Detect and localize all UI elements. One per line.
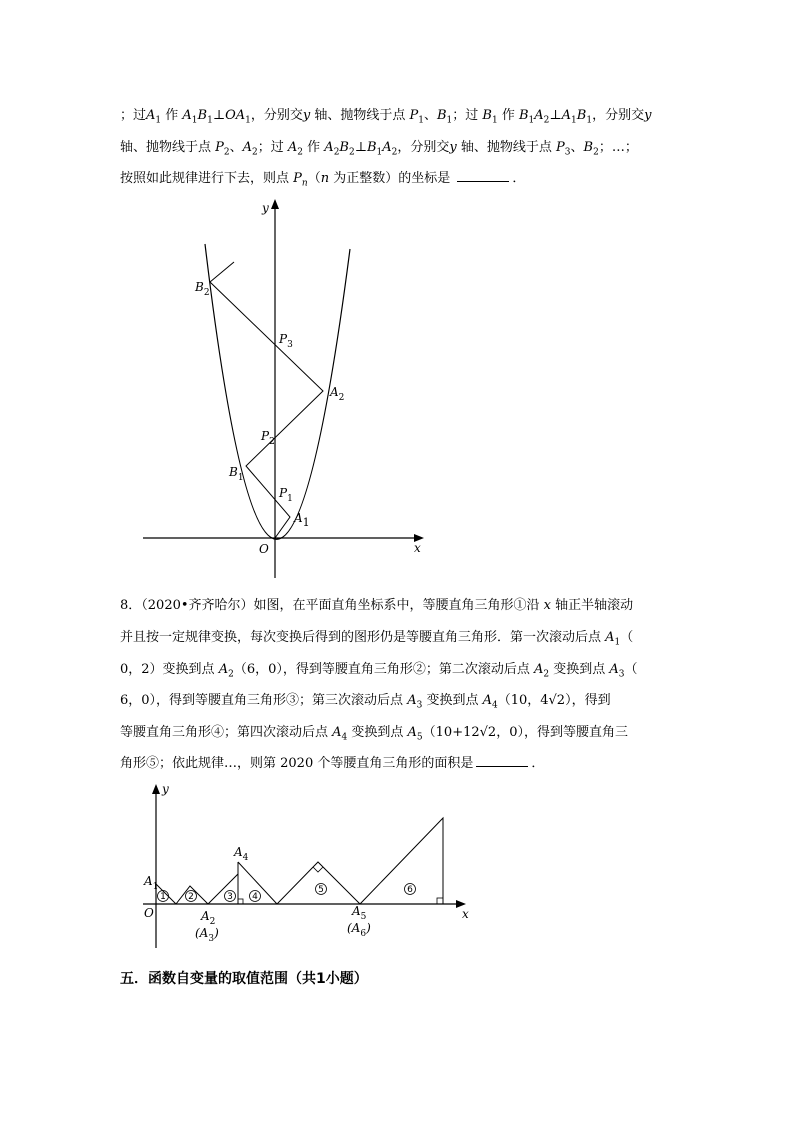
q8-label-A3: $(A_3)$ xyxy=(195,926,219,944)
q7-label-origin: O xyxy=(259,542,269,556)
q7-label-P2: $P_2$ xyxy=(261,429,275,447)
q8-label-A6: $(A_6)$ xyxy=(347,921,371,939)
q7-label-A2: $A_2$ xyxy=(330,385,345,403)
svg-text:1: 1 xyxy=(160,892,166,902)
svg-text:4: 4 xyxy=(252,892,258,902)
q7-text-line-2: 轴、抛物线于点 $P_2$、$A_2$；过 $A_2$ 作 $A_2B_2\perp B_1A_2$，分别交y 轴、抛物线于点 $P_3$、$B_2$；…； xyxy=(120,140,638,158)
svg-text:3: 3 xyxy=(227,892,233,902)
triangle-5 xyxy=(277,862,360,904)
q7-label-P3: $P_3$ xyxy=(279,332,293,350)
q8-text-line-1: 8．（2020•齐齐哈尔）如图，在平面直角坐标系中，等腰直角三角形①沿 x 轴正半轴滚动 xyxy=(120,598,634,613)
q7-label-x: x xyxy=(414,541,421,555)
q8-label-A5: $A_5$ xyxy=(352,904,367,922)
q7-text-line-1: ；过$A_1$ 作 $A_1B_1\perp OA_1$，分别交y 轴、抛物线于点 $P_1$、$B_1$；过 $B_1$ 作 $B_1A_2\perp A_1B_1$，分别交y xyxy=(120,108,652,126)
q8-label-y: y xyxy=(162,782,169,796)
q7-label-P1: $P_1$ xyxy=(279,486,293,504)
q7-text-line-3: 按照如此规律进行下去，则点 $P_n(n$ 为正整数）的坐标是 ． xyxy=(120,171,526,189)
q7-label-B1: $B_1$ xyxy=(229,465,244,483)
q7-label-B2: $B_2$ xyxy=(195,280,210,298)
section-5-heading: 五．函数自变量的取值范围（共1小题） xyxy=(120,971,368,987)
q8-y-axis-arrow xyxy=(152,784,160,794)
q7-label-y: y xyxy=(262,201,269,215)
q7-label-A1: A1 xyxy=(294,511,310,529)
svg-text:2: 2 xyxy=(188,892,194,902)
q8-text-line-2: 并且按一定规律变换，每次变换后得到的图形仍是等腰直角三角形．第一次滚动后点 $A_1$（ xyxy=(120,630,634,648)
triangle-6 xyxy=(360,818,443,904)
q8-label-A2: $A_2$ xyxy=(201,909,216,927)
q8-label-A4: $A_4$ xyxy=(234,845,249,863)
q8-label-origin: O xyxy=(144,906,154,920)
q8-text-line-4: 6，0），得到等腰直角三角形③；第三次滚动后点 $A_3$ 变换到点 $A_4(10$，4√2），得到 xyxy=(120,693,611,711)
q8-label-A1: $A_1$ xyxy=(144,874,159,892)
q8-text-line-3: 0，2）变换到点 $A_2(6$，0），得到等腰直角三角形②；第二次滚动后点 $A_2$ 变换到点 $A_3$（ xyxy=(120,662,638,680)
svg-text:6: 6 xyxy=(407,885,413,895)
q8-text-line-6: 角形⑤；依此规律…，则第 2020 个等腰直角三角形的面积是 ． xyxy=(120,756,545,771)
triangle-3 xyxy=(208,874,238,904)
svg-text:5: 5 xyxy=(318,885,324,895)
q8-text-line-5: 等腰直角三角形④；第四次滚动后点 $A_4$ 变换到点 $A_5(10+12√2$，0），得到等腰直角三 xyxy=(120,725,628,743)
q8-label-x: x xyxy=(462,907,469,921)
